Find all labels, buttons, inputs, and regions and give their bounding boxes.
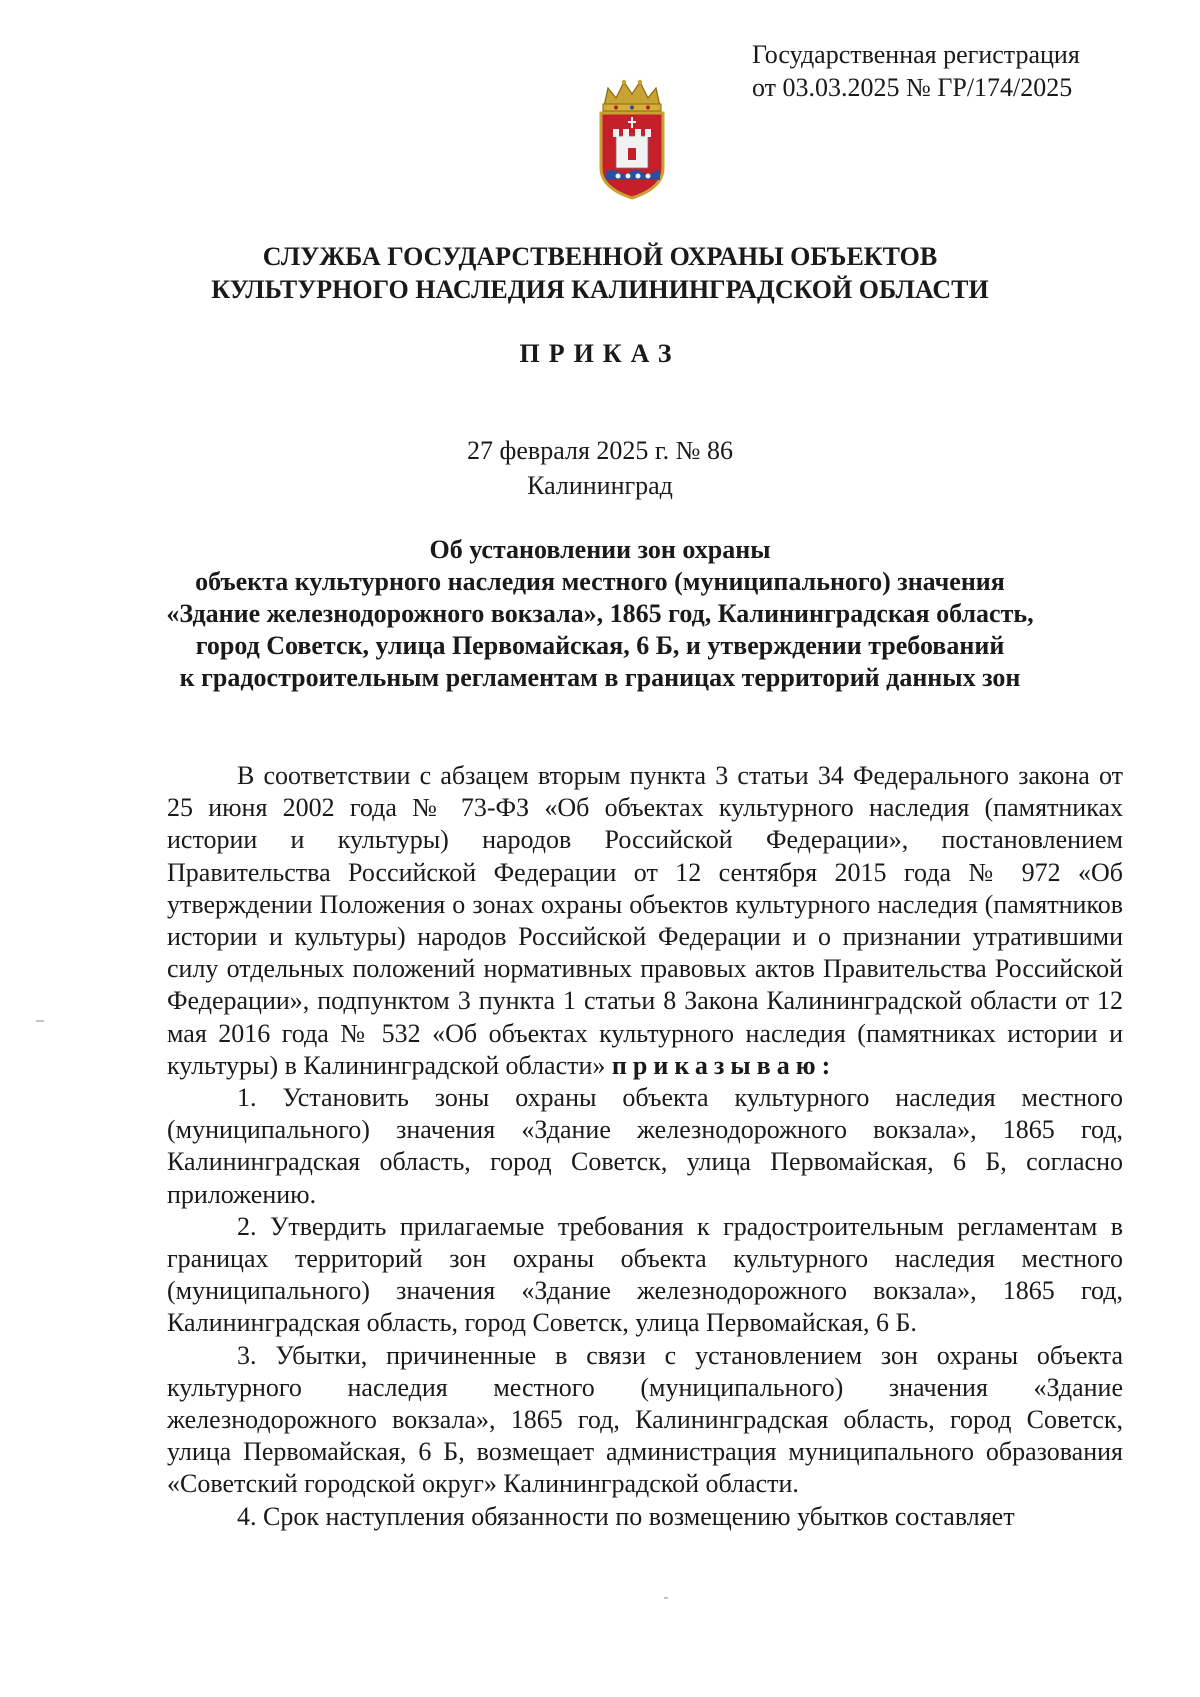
title-line-2: объекта культурного наследия местного (муниципального) значения <box>195 567 1005 596</box>
scan-artifact <box>36 1020 44 1022</box>
preamble-paragraph <box>167 760 1123 1082</box>
order-item-4: 4. Срок наступления обязанности по возмещению убытков составляет <box>237 1501 1015 1531</box>
document-title <box>150 534 1050 694</box>
crown-icon <box>603 80 661 111</box>
document-date-number: 27 февраля 2025 г. № 86 <box>467 436 733 465</box>
scan-artifact <box>664 1597 668 1599</box>
title-line-4: город Советск, улица Первомайская, 6 Б, и утверждении требований <box>195 631 1005 660</box>
kaliningrad-coat-of-arms-icon <box>594 76 670 202</box>
registration-line-1: Государственная регистрация <box>752 40 1080 69</box>
order-item-2: 2. Утвердить прилагаемые требования к градостроительным регламентам в границах территорий зон охраны объекта культурного наследия местного (муниципального) значения «Здание железнодорожного вокзала», 1865 год, Калининградская область, город Советск, улица Первомайская, 6 Б. <box>167 1211 1123 1338</box>
registration-stamp <box>752 38 1080 104</box>
order-word: приказываю: <box>611 1050 837 1080</box>
title-line-1: Об установлении зон охраны <box>429 535 771 564</box>
document-city: Калининград <box>527 471 673 500</box>
agency-name <box>0 240 1200 306</box>
title-line-3: «Здание железнодорожного вокзала», 1865 год, Калининградская область, <box>166 599 1034 628</box>
registration-line-2: от 03.03.2025 № ГР/174/2025 <box>752 73 1073 102</box>
title-line-5: к градостроительным регламентам в границах территорий данных зон <box>179 663 1021 692</box>
document-type: ПРИКАЗ <box>519 339 681 368</box>
document-date-block <box>0 433 1200 503</box>
agency-line-1: СЛУЖБА ГОСУДАРСТВЕННОЙ ОХРАНЫ ОБЪЕКТОВ <box>262 242 938 271</box>
order-item-3: 3. Убытки, причиненные в связи с установлением зон охраны объекта культурного наследия местного (муниципального) значения «Здание железнодорожного вокзала», 1865 год, Калининградская область, город Советск, улица Первомайская, 6 Б, возмещает администрация муниципального образования «Советский городской округ» Калининградской области. <box>167 1340 1123 1499</box>
order-item-1: 1. Установить зоны охраны объекта культурного наследия местного (муниципального) значения «Здание железнодорожного вокзала», 1865 год, Калининградская область, город Советск, улица Первомайская, 6 Б, согласно приложению. <box>167 1083 1123 1209</box>
document-body <box>167 760 1123 1533</box>
preamble-text: В соответствии с абзацем вторым пункта 3 статьи 34 Федерального закона от 25 июня 2002 года № 73-ФЗ «Об объектах культурного наследия (памятниках истории и культуры) народов Российской Федерации», постановлением Правительства Российской Федерации от 12 сентября 2015 года № 972 «Об утверждении Положения о зонах охраны объектов культурного наследия (памятников истории и культуры) народов Российской Федерации и о признании утратившими силу отдельных положений нормативных правовых актов Правительства Российской Федерации», подпунктом 3 пункта 1 статьи 8 Закона Калининградской области от 12 мая 2016 года № 532 «Об объектах культурного наследия (памятниках истории и культуры) в Калининградской области» <box>167 761 1123 1080</box>
agency-line-2: КУЛЬТУРНОГО НАСЛЕДИЯ КАЛИНИНГРАДСКОЙ ОБЛАСТИ <box>211 275 989 304</box>
